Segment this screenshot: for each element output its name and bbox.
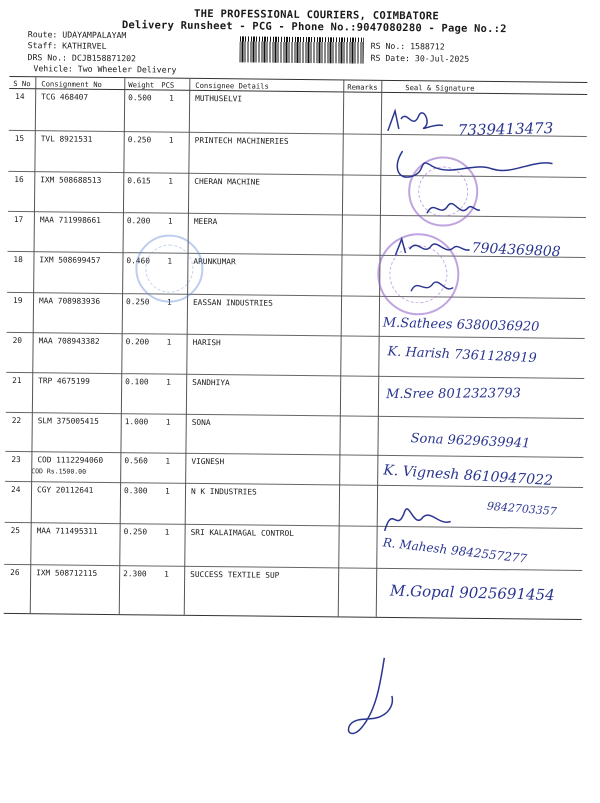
col-seal: Seal & Signature (405, 83, 475, 93)
consignment-number: MAA 708983936 (38, 296, 101, 306)
weight-value: 0.300 (123, 486, 148, 496)
cod-amount: COD Rs.1500.00 (31, 467, 87, 476)
consignment-number: IXM 508712115 (36, 568, 98, 578)
col-weight: Weight (128, 80, 155, 90)
row-sno: 14 (15, 92, 25, 102)
consignee-name: MEERA (193, 216, 218, 227)
handwritten-note: R. Mahesh 9842557277 (382, 535, 528, 566)
col-sno: S No (13, 78, 31, 89)
signature-scribble (391, 233, 471, 264)
consignee-name: VIGNESH (191, 456, 225, 467)
barcode-image (240, 36, 364, 63)
pcs-count: 1 (168, 135, 174, 145)
pcs-count: 1 (164, 486, 170, 496)
signature-scribble (383, 101, 453, 142)
signature-scribble (341, 655, 412, 746)
consignee-name: ARUNKUMAR (193, 256, 236, 267)
handwritten-note: M.Gopal 9025691454 (389, 581, 555, 605)
row-sno: 26 (10, 567, 20, 578)
pcs-count: 1 (168, 176, 174, 186)
row-sno: 23 (11, 454, 21, 465)
consignee-name: CHERAN MACHINE (194, 176, 261, 187)
col-pcs: PCS (161, 80, 175, 90)
row-sno: 16 (14, 174, 24, 185)
pcs-count: 1 (167, 256, 173, 266)
col-consignee: Consignee Details (195, 80, 269, 91)
weight-value: 0.250 (125, 297, 150, 307)
weight-value: 0.460 (126, 256, 150, 266)
signature-scribble (392, 146, 562, 193)
pcs-count: 1 (165, 417, 171, 427)
pcs-count: 1 (167, 216, 173, 226)
consignment-number: IXM 508699457 (39, 255, 101, 265)
row-sno: 15 (14, 133, 25, 144)
signature-scribble (405, 273, 455, 300)
consignment-number: IXM 508688513 (40, 175, 102, 185)
signature-scribble (379, 501, 459, 536)
row-sno: 22 (11, 415, 22, 426)
row-sno: 17 (13, 214, 24, 225)
weight-value: 1.000 (124, 417, 149, 427)
consignment-number: TRP 4675199 (38, 376, 90, 386)
row-sno: 18 (13, 254, 23, 265)
seal-stamp (135, 234, 204, 303)
consignee-name: SANDHIYA (192, 377, 230, 388)
handwritten-note: K. Harish 7361128919 (387, 344, 538, 367)
pcs-count: 1 (166, 297, 172, 307)
row-sno: 21 (12, 375, 22, 386)
consignee-name: SONA (191, 417, 211, 428)
signature-scribble (422, 193, 482, 224)
runsheet-title: Delivery Runsheet - PCG - Phone No.:9047080280 - Page No.:2 (121, 19, 507, 36)
table-row (7, 251, 585, 299)
pcs-count: 1 (166, 377, 171, 387)
consignee-name: HARISH (192, 337, 221, 348)
handwritten-note: 7339413473 (457, 118, 554, 140)
staff-label: Staff: KATHIRVEL (27, 40, 107, 51)
consignment-number: TCG 468407 (41, 92, 89, 102)
col-remarks: Remarks (347, 82, 378, 92)
weight-value: 2.300 (123, 569, 147, 579)
weight-value: 0.250 (123, 527, 148, 537)
weight-value: 0.250 (127, 135, 152, 145)
weight-value: 0.615 (127, 176, 151, 186)
handwritten-note: Sona 9629639941 (410, 431, 531, 452)
drs-number: DRS No.: DCJB158871202 (27, 52, 137, 64)
table-row (4, 522, 582, 571)
consignment-number: SLM 375005415 (37, 416, 99, 426)
consignee-name: N K INDUSTRIES (190, 486, 257, 497)
consignee-name: EASSAN INDUSTRIES (192, 297, 273, 308)
consignee-name: SUCCESS TEXTILE SUP (190, 569, 280, 580)
consignment-number: COD 1112294060 (37, 455, 104, 465)
vehicle-label: Vehicle: Two Wheeler Delivery (33, 63, 177, 75)
consignment-number: TVL 8921531 (40, 134, 93, 144)
pcs-count: 1 (164, 569, 169, 579)
handwritten-note: 9842703357 (486, 499, 558, 519)
weight-value: 0.200 (125, 337, 150, 347)
col-consignment: Consignment No (41, 79, 102, 89)
consignment-number: MAA 711495311 (36, 526, 98, 536)
row-sno: 24 (11, 484, 21, 495)
row-sno: 25 (10, 525, 21, 536)
rs-date: RS Date: 30-Jul-2025 (370, 52, 470, 64)
handwritten-note: M.Sathees 6380036920 (382, 315, 540, 335)
consignee-name: SRI KALAIMAGAL CONTROL (190, 527, 294, 538)
pcs-count: 1 (169, 93, 174, 103)
consignee-name: MUTHUSELVI (195, 93, 243, 104)
pcs-count: 1 (164, 527, 170, 537)
weight-value: 0.560 (124, 456, 148, 466)
consignment-number: MAA 708943382 (38, 336, 100, 346)
handwritten-note: M.Sree 8012323793 (386, 386, 521, 403)
consignee-name: PRINTECH MACHINERIES (194, 135, 289, 146)
row-sno: 19 (12, 295, 23, 306)
weight-value: 0.500 (128, 93, 152, 103)
pcs-count: 1 (166, 337, 172, 347)
row-sno: 20 (12, 335, 23, 346)
consignment-number: CGY 20112641 (36, 485, 94, 495)
rs-number: RS No.: 1588712 (370, 40, 445, 52)
handwritten-note: 7904369808 (471, 240, 561, 261)
weight-value: 0.100 (125, 377, 149, 387)
handwritten-note: K. Vignesh 8610947022 (382, 462, 554, 490)
weight-value: 0.200 (126, 216, 151, 226)
route-label: Route: UDAYAMPALAYAM (27, 29, 127, 41)
consignment-number: MAA 711998661 (39, 215, 101, 225)
company-name: THE PROFESSIONAL COURIERS, COIMBATORE (193, 7, 440, 23)
pcs-count: 1 (165, 456, 171, 466)
